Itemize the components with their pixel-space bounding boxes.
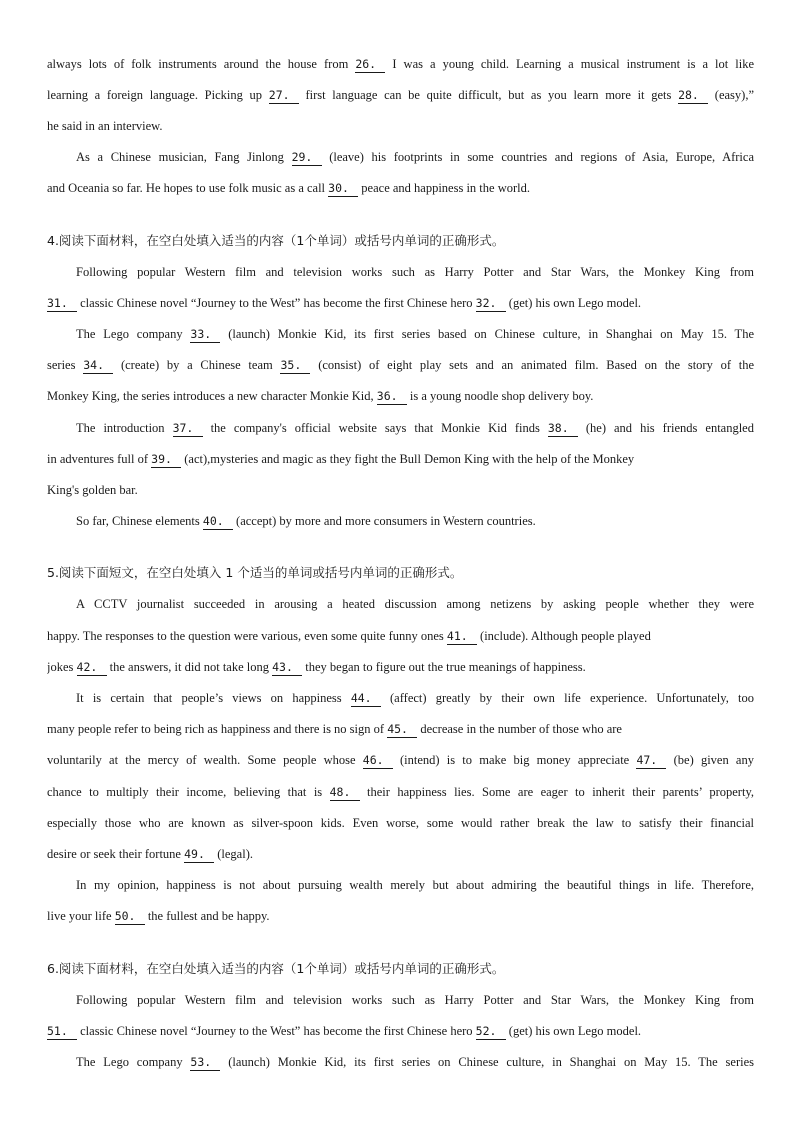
text-run: (accept) by more and more consumers in Western countries. — [232, 514, 536, 528]
text-run: (create) by a Chinese team — [113, 358, 281, 372]
blank-41: 41. — [447, 629, 477, 645]
text-run: The introduction — [76, 421, 173, 435]
blank-44: 44. — [351, 691, 381, 707]
text-run: As a Chinese musician, Fang Jinlong — [76, 150, 292, 164]
text-run: (leave) his footprints in some countries and regions of Asia, Europe, Africa — [321, 150, 754, 164]
text-run: King's golden bar. — [47, 483, 138, 497]
blank-26: 26. — [355, 57, 385, 73]
text-run: their happiness lies. Some are eager to inherit their parents’ property, — [359, 785, 754, 799]
text-run: (include). Although people played — [476, 629, 651, 643]
blank-39: 39. — [151, 452, 181, 468]
text-line — [47, 626, 754, 646]
text-run: (act),mysteries and magic as they fight the Bull Demon King with the help of the Monkey — [181, 452, 635, 466]
blank-53: 53. — [190, 1055, 220, 1071]
text-run: live your life — [47, 909, 115, 923]
text-run: classic Chinese novel “Journey to the West” has become the first Chinese hero — [77, 296, 476, 310]
blank-47: 47. — [636, 753, 666, 769]
blank-38: 38. — [548, 421, 578, 437]
text-run: The Lego company — [76, 327, 191, 341]
text-run: decrease in the number of those who are — [417, 722, 622, 736]
text-run: learning a foreign language. Picking up — [47, 88, 269, 102]
text-line — [47, 906, 754, 926]
text-line — [47, 386, 754, 406]
text-run: jokes — [47, 660, 77, 674]
text-run: peace and happiness in the world. — [358, 181, 530, 195]
text-run: (intend) is to make big money appreciate — [392, 753, 637, 767]
text-run: Following popular Western film and television works such as Harry Potter and Star Wars, the Monkey King from — [76, 993, 754, 1007]
text-line — [76, 688, 754, 708]
text-line — [76, 324, 754, 344]
text-line — [47, 844, 754, 864]
text-run: It is certain that people’s views on happiness — [76, 691, 351, 705]
text-run: (launch) Monkie Kid, its first series based on Chinese culture, in Shanghai on May 15. The — [220, 327, 754, 341]
text-run: classic Chinese novel “Journey to the West” has become the first Chinese hero — [77, 1024, 476, 1038]
text-line — [76, 875, 754, 895]
blank-48: 48. — [330, 785, 360, 801]
text-line — [47, 293, 754, 313]
text-line — [47, 719, 754, 739]
blank-27: 27. — [269, 88, 299, 104]
text-run: especially those who are known as silver-spoon kids. Even worse, some would rather break the law to satisfy their financial — [47, 816, 754, 830]
text-run: he said in an interview. — [47, 119, 163, 133]
text-run: the company's official website says that Monkie Kid finds — [202, 421, 548, 435]
blank-31: 31. — [47, 296, 77, 312]
blank-51: 51. — [47, 1024, 77, 1040]
text-line — [47, 750, 754, 770]
text-run: So far, Chinese elements — [76, 514, 203, 528]
blank-49: 49. — [184, 847, 214, 863]
blank-50: 50. — [115, 909, 145, 925]
blank-28: 28. — [678, 88, 708, 104]
text-line — [47, 85, 754, 105]
blank-30: 30. — [328, 181, 358, 197]
blank-36: 36. — [377, 389, 407, 405]
text-line — [76, 1052, 754, 1072]
text-line — [47, 355, 754, 375]
text-run: chance to multiply their income, believing that is — [47, 785, 330, 799]
blank-42: 42. — [77, 660, 107, 676]
text-line — [76, 147, 754, 167]
text-run: I was a young child. Learning a musical instrument is a lot like — [385, 57, 754, 71]
text-line — [76, 990, 754, 1010]
blank-35: 35. — [280, 358, 310, 374]
text-run: Following popular Western film and television works such as Harry Potter and Star Wars, the Monkey King from — [76, 265, 754, 279]
text-run: desire or seek their fortune — [47, 847, 185, 861]
text-run: the fullest and be happy. — [144, 909, 270, 923]
text-line — [47, 657, 754, 677]
section-heading: 5.阅读下面短文，在空白处填入 1 个适当的单词或括号内单词的正确形式。 — [47, 565, 463, 580]
text-line — [47, 116, 754, 136]
text-run: Monkey King, the series introduces a new character Monkie Kid, — [47, 389, 377, 403]
text-run: the answers, it did not take long — [106, 660, 273, 674]
blank-43: 43. — [272, 660, 302, 676]
blank-52: 52. — [476, 1024, 506, 1040]
text-line — [76, 418, 754, 438]
text-run: (launch) Monkie Kid, its first series on Chinese culture, in Shanghai on May 15. The series — [220, 1055, 754, 1069]
text-line — [47, 782, 754, 802]
text-line — [47, 449, 754, 469]
section-heading: 6.阅读下面材料，在空白处填入适当的内容（1个单词）或括号内单词的正确形式。 — [47, 961, 505, 976]
text-run: and Oceania so far. He hopes to use folk music as a call — [47, 181, 329, 195]
text-run: (easy),” — [708, 88, 754, 102]
blank-45: 45. — [387, 722, 417, 738]
text-line — [47, 1021, 754, 1041]
text-run: (he) and his friends entangled — [577, 421, 754, 435]
text-line — [76, 262, 754, 282]
blank-32: 32. — [476, 296, 506, 312]
text-line — [47, 178, 754, 198]
blank-37: 37. — [173, 421, 203, 437]
text-run: The Lego company — [76, 1055, 191, 1069]
text-run: (affect) greatly by their own life experience. Unfortunately, too — [380, 691, 754, 705]
text-line — [76, 594, 754, 614]
text-run: first language can be quite difficult, but as you learn more it gets — [298, 88, 679, 102]
blank-40: 40. — [203, 514, 233, 530]
text-run: In my opinion, happiness is not about pursuing wealth merely but about admiring the beautiful things in life. Therefore, — [76, 878, 754, 892]
section-heading: 4.阅读下面材料，在空白处填入适当的内容（1个单词）或括号内单词的正确形式。 — [47, 233, 505, 248]
text-line — [47, 480, 754, 500]
text-run: in adventures full of — [47, 452, 152, 466]
text-run: happy. The responses to the question were various, even some quite funny ones — [47, 629, 447, 643]
text-run: always lots of folk instruments around the house from — [47, 57, 356, 71]
blank-33: 33. — [190, 327, 220, 343]
text-line — [76, 511, 754, 531]
text-run: they began to figure out the true meanings of happiness. — [302, 660, 586, 674]
text-run: (be) given any — [666, 753, 754, 767]
text-run: voluntarily at the mercy of wealth. Some people whose — [47, 753, 363, 767]
text-run: many people refer to being rich as happiness and there is no sign of — [47, 722, 388, 736]
text-line — [47, 813, 754, 833]
blank-46: 46. — [363, 753, 393, 769]
text-run: (get) his own Lego model. — [505, 1024, 642, 1038]
text-run: (legal). — [214, 847, 253, 861]
text-run: (get) his own Lego model. — [505, 296, 642, 310]
text-run: series — [47, 358, 84, 372]
text-line — [47, 54, 754, 74]
text-run: A CCTV journalist succeeded in arousing a heated discussion among netizens by asking people whether they were — [76, 597, 754, 611]
text-run: (consist) of eight play sets and an animated film. Based on the story of the — [310, 358, 754, 372]
blank-34: 34. — [83, 358, 113, 374]
text-run: is a young noodle shop delivery boy. — [406, 389, 594, 403]
blank-29: 29. — [292, 150, 322, 166]
